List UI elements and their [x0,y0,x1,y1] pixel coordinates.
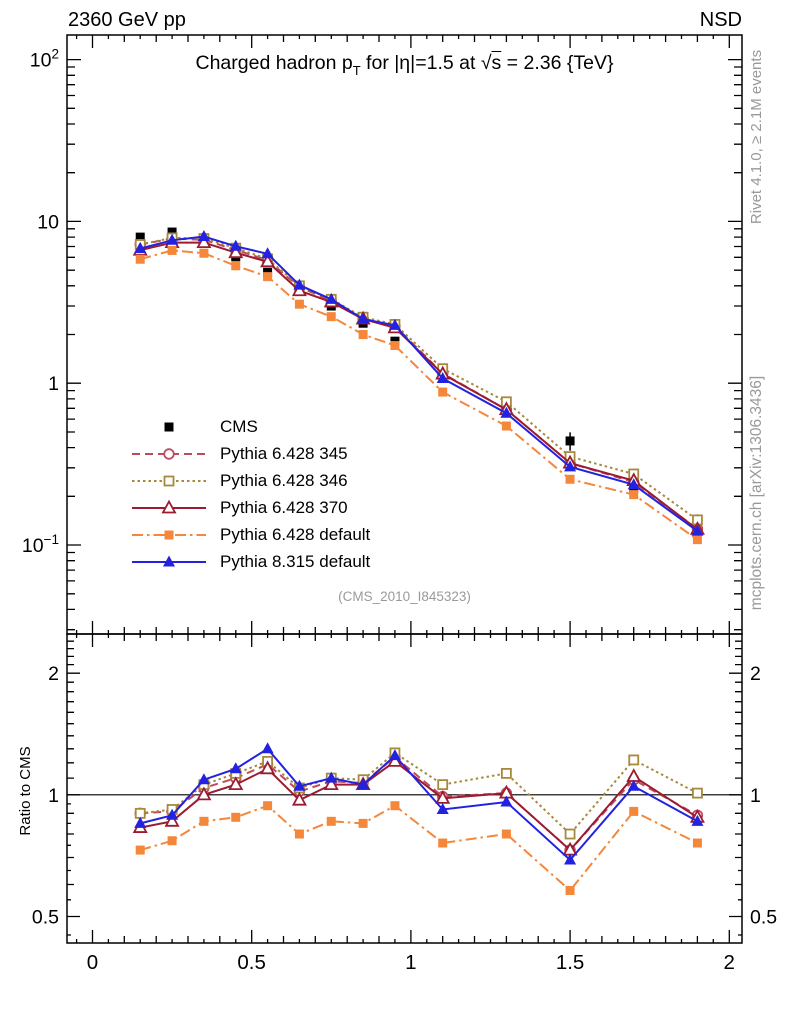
beam-energy-label: 2360 GeV pp [68,9,186,31]
xtick-label: 2 [723,951,735,974]
legend-item-pythia8-default [130,548,370,575]
mcplots-watermark: mcplots.cern.ch [arXiv:1306.3436] [748,375,765,611]
ratio-ytick-label-right: 1 [750,784,761,807]
ratio-panel-series-pythia-8-315-default [134,742,703,864]
event-class-label: NSD [699,9,742,31]
ratio-ytick-label-left: 1 [48,784,59,807]
xtick-label: 1.5 [555,951,585,974]
xtick-label: 0 [86,951,99,974]
ratio-ytick-label-left: 2 [48,663,59,686]
legend-item-pythia6-default [130,521,370,548]
legend-marker-pythia6-345 [130,445,208,463]
sqrt-sign: √ [480,52,492,74]
title-part1: Charged hadron p [195,52,353,74]
legend-marker-cms [130,418,208,436]
legend-label-pythia6-345: Pythia 6.428 345 [220,443,348,463]
spectrum-ytick-label: $10^2$ [29,46,59,72]
legend-label-pythia6-370: Pythia 6.428 370 [220,497,348,517]
legend-item-pythia6-370 [130,494,370,521]
legend-item-cms [130,413,370,440]
legend-item-pythia6-345 [130,440,370,467]
ratio-panel-series-pythia-6-428-345 [135,752,702,855]
ratio-ytick-label-left: 0.5 [31,906,59,929]
legend-marker-pythia6-346 [130,472,208,490]
rivet-version-label: Rivet 4.1.0, ≥ 2.1M events [748,49,765,225]
plot-title [67,52,742,78]
legend-item-pythia6-346 [130,467,370,494]
spectrum-ytick-label: 1 [48,373,59,396]
ratio-axis-label: Ratio to CMS [17,746,34,836]
sqrt-arg: s [491,52,502,74]
ratio-panel-series-pythia-6-428-346 [136,748,702,838]
title-subscript: T [352,63,361,78]
title-part3: = 2.36 {TeV} [501,52,614,74]
legend-marker-pythia6-default [130,526,208,544]
legend-marker-pythia6-370 [130,499,208,517]
analysis-watermark: (CMS_2010_I845323) [338,589,471,604]
legend-marker-pythia8-default [130,553,208,571]
ratio-panel-series-pythia-6-428-default [136,801,702,895]
title-part2: for |η|=1.5 at [360,52,481,74]
legend [130,413,370,575]
xtick-label: 0.5 [237,951,266,974]
spectrum-ytick-label: 10 [37,211,59,234]
ratio-ytick-label-right: 0.5 [750,906,778,929]
ratio-frame [67,634,742,943]
legend-label-pythia6-default: Pythia 6.428 default [220,524,371,544]
ratio-panel [134,742,703,895]
legend-label-pythia6-346: Pythia 6.428 346 [220,470,348,490]
legend-label-cms: CMS [220,416,258,436]
ratio-ytick-label-right: 2 [750,663,761,686]
xtick-label: 1 [405,951,417,974]
legend-label-pythia8-default: Pythia 8.315 default [220,551,371,571]
spectrum-ytick-label: $10^{-1}$ [21,532,59,558]
